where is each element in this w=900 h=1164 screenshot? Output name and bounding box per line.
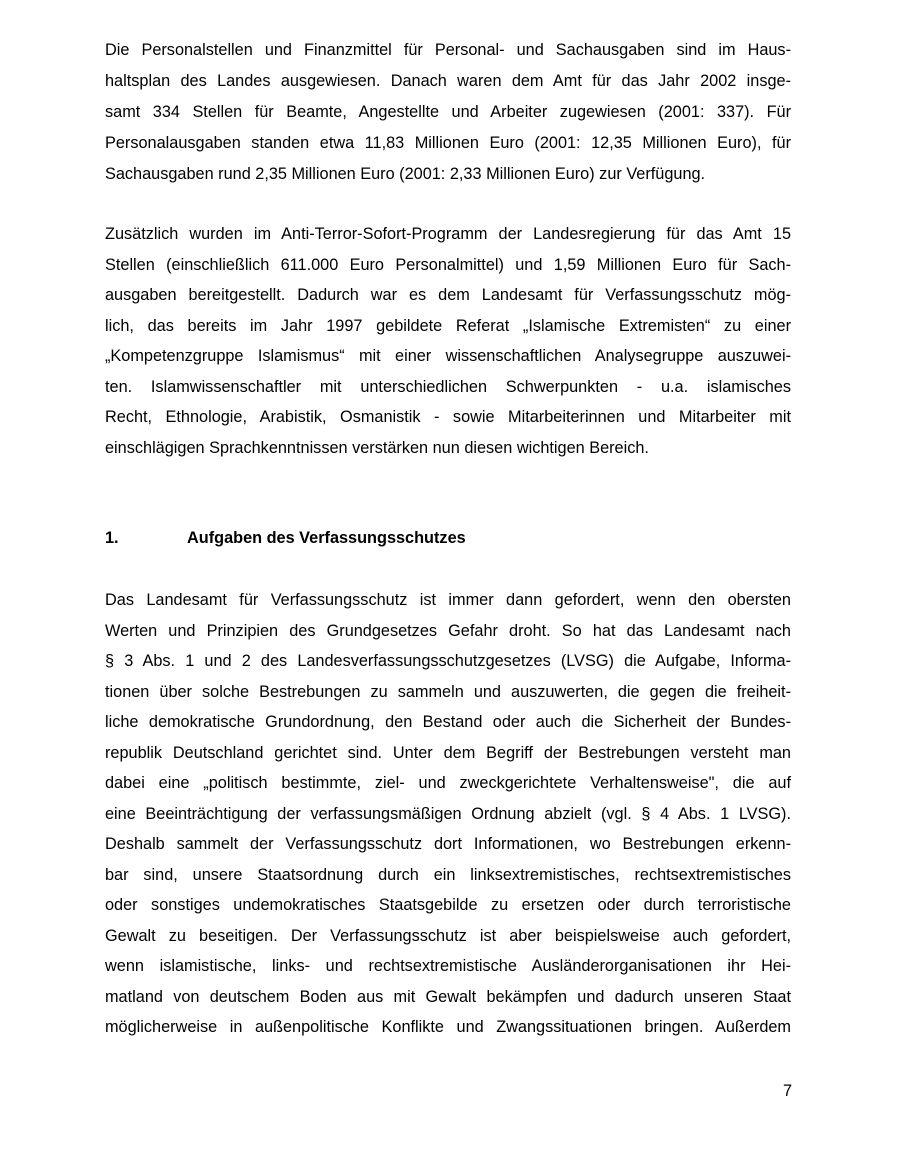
text-line: Stellen (einschließlich 611.000 Euro Personalmittel) und 1,59 Millionen Euro für Sach- (105, 256, 791, 274)
text-line: bar sind, unsere Staatsordnung durch ein linksextremistisches, rechtsextremistisches (105, 866, 791, 884)
section-heading (105, 528, 791, 548)
text-line: Recht, Ethnologie, Arabistik, Osmanistik - sowie Mitarbeiterinnen und Mitarbeiter mit (105, 408, 791, 426)
text-line: Das Landesamt für Verfassungsschutz ist immer dann gefordert, wenn den obersten (105, 591, 791, 609)
text-line: liche demokratische Grundordnung, den Bestand oder auch die Sicherheit der Bundes- (105, 713, 791, 731)
text-line: Gewalt zu beseitigen. Der Verfassungsschutz ist aber beispielsweise auch gefordert, (105, 927, 791, 945)
text-line: Sachausgaben rund 2,35 Millionen Euro (2001: 2,33 Millionen Euro) zur Verfügung. (105, 165, 706, 183)
text-line: Personalausgaben standen etwa 11,83 Millionen Euro (2001: 12,35 Millionen Euro), für (105, 134, 791, 152)
text-line: haltsplan des Landes ausgewiesen. Danach waren dem Amt für das Jahr 2002 insge- (105, 72, 791, 90)
text-line: matland von deutschem Boden aus mit Gewalt bekämpfen und dadurch unseren Staat (105, 988, 791, 1006)
text-line: lich, das bereits im Jahr 1997 gebildete Referat „Islamische Extremisten“ zu einer (105, 317, 791, 335)
text-line: Zusätzlich wurden im Anti-Terror-Sofort-Programm der Landesregierung für das Amt 15 (105, 225, 791, 243)
text-line: oder sonstiges undemokratisches Staatsgebilde zu ersetzen oder durch terroristische (105, 896, 791, 914)
section-number: 1. (105, 529, 119, 547)
page-number: 7 (782, 1082, 792, 1100)
section-title: Aufgaben des Verfassungsschutzes (187, 529, 466, 547)
text-line: eine Beeinträchtigung der verfassungsmäßigen Ordnung abzielt (vgl. § 4 Abs. 1 LVSG). (105, 805, 791, 823)
text-line: Die Personalstellen und Finanzmittel für Personal- und Sachausgaben sind im Haus- (105, 41, 791, 59)
text-line: dabei eine „politisch bestimmte, ziel- und zweckgerichtete Verhaltensweise", die auf (105, 774, 791, 792)
text-line: tionen über solche Bestrebungen zu sammeln und auszuwerten, die gegen die freiheit- (105, 683, 791, 701)
text-line: ausgaben bereitgestellt. Dadurch war es dem Landesamt für Verfassungsschutz mög- (105, 286, 791, 304)
text-line: „Kompetenzgruppe Islamismus“ mit einer wissenschaftlichen Analysegruppe auszuwei- (105, 347, 791, 365)
text-line: ten. Islamwissenschaftler mit unterschiedlichen Schwerpunkten - u.a. islamisches (105, 378, 791, 396)
text-line: möglicherweise in außenpolitische Konflikte und Zwangssituationen bringen. Außerdem (105, 1018, 791, 1036)
text-line: § 3 Abs. 1 und 2 des Landesverfassungsschutzgesetzes (LVSG) die Aufgabe, Informa- (105, 652, 791, 670)
text-line: Deshalb sammelt der Verfassungsschutz dort Informationen, wo Bestrebungen erkenn- (105, 835, 791, 853)
text-line: Werten und Prinzipien des Grundgesetzes Gefahr droht. So hat das Landesamt nach (105, 622, 791, 640)
text-line: republik Deutschland gerichtet sind. Unter dem Begriff der Bestrebungen versteht man (105, 744, 791, 762)
text-line: wenn islamistische, links- und rechtsextremistische Ausländerorganisationen ihr Hei- (105, 957, 791, 975)
text-line: samt 334 Stellen für Beamte, Angestellte und Arbeiter zugewiesen (2001: 337). Für (105, 103, 791, 121)
text-line: einschlägigen Sprachkenntnissen verstärken nun diesen wichtigen Bereich. (105, 439, 649, 457)
